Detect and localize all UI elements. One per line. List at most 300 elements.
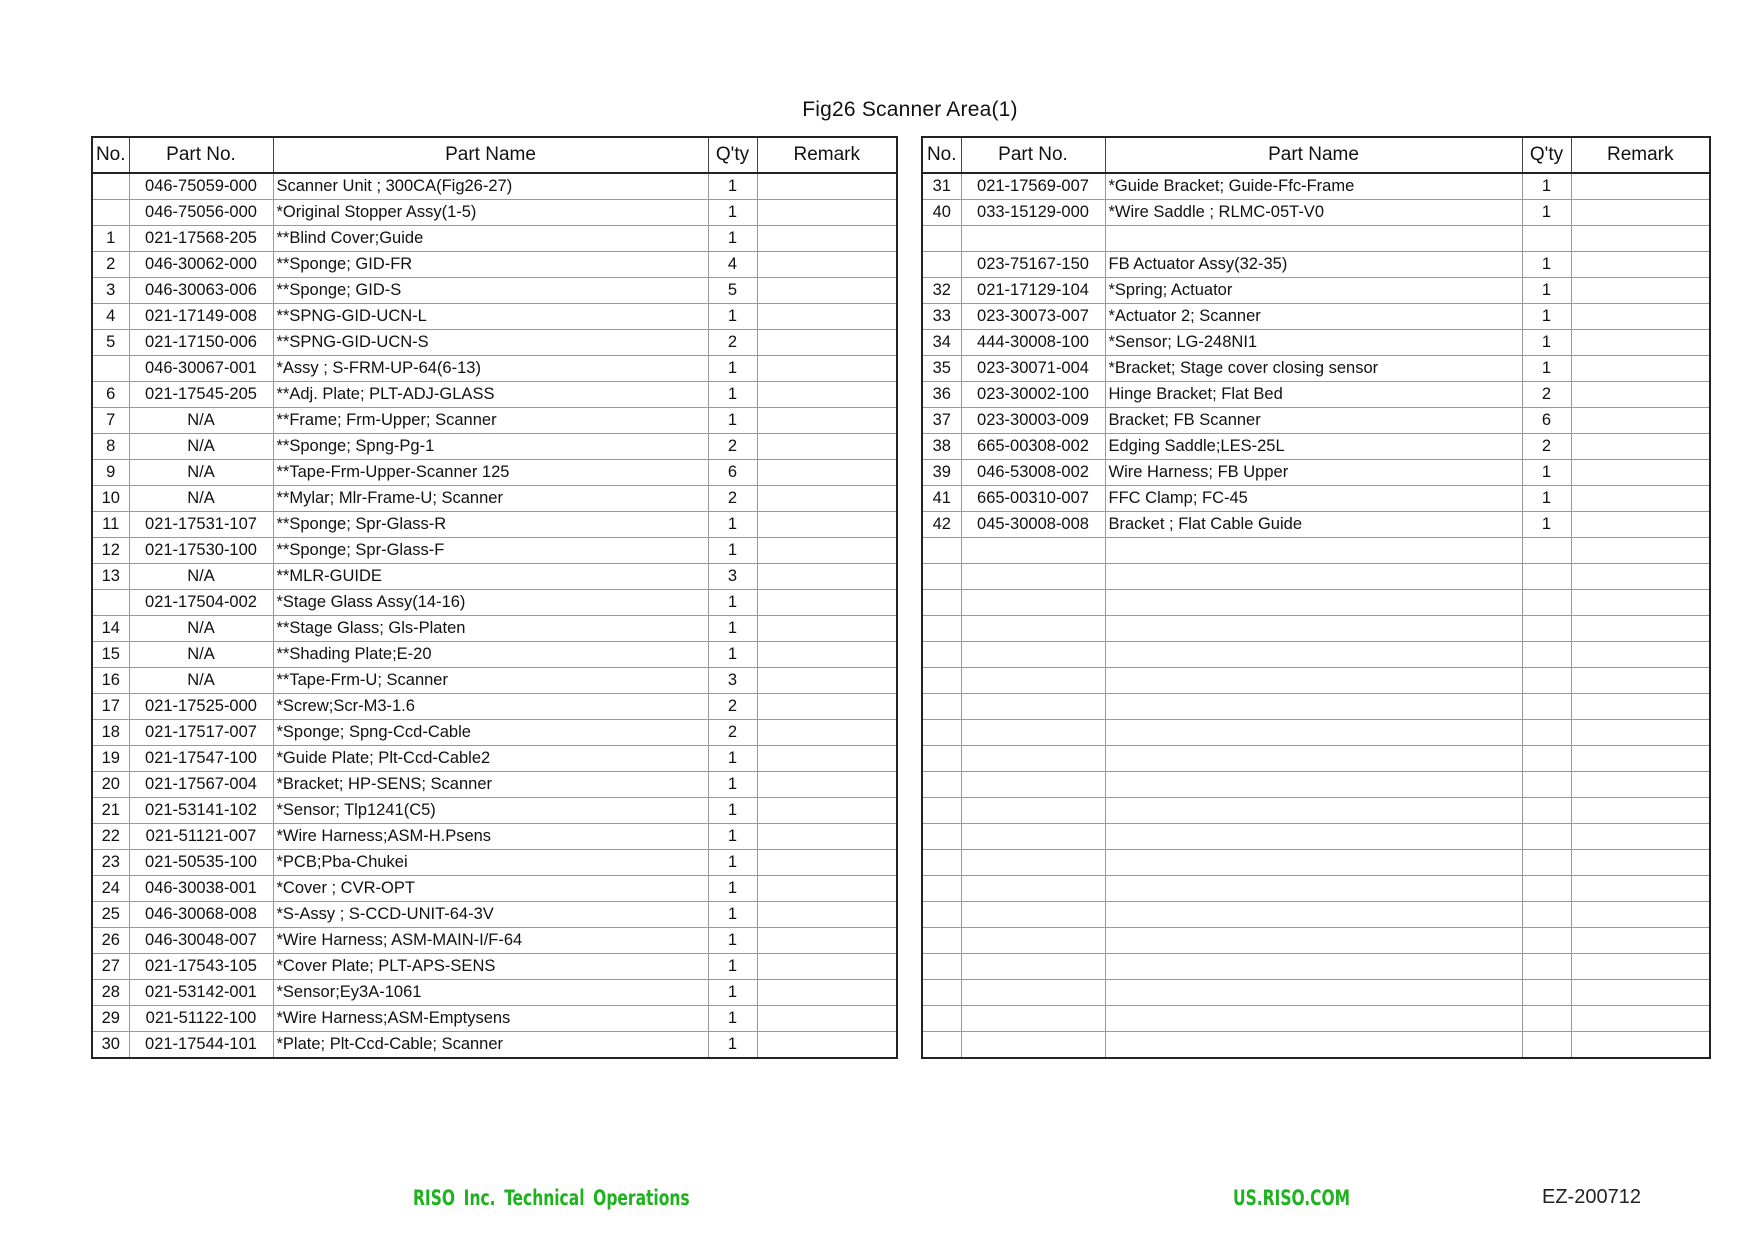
cell-qty: 1: [1522, 460, 1571, 486]
table-row: [922, 408, 1710, 434]
cell-part-name: *Guide Plate; Plt-Ccd-Cable2: [273, 746, 708, 772]
cell-no: [922, 1032, 961, 1059]
cell-no: 5: [92, 330, 129, 356]
table-row: [92, 512, 897, 538]
cell-part-name: *Assy ; S-FRM-UP-64(6-13): [273, 356, 708, 382]
cell-part-no: 021-17543-105: [129, 954, 273, 980]
cell-part-no: N/A: [129, 668, 273, 694]
table-row: [92, 1032, 897, 1059]
cell-part-no: [961, 902, 1105, 928]
cell-no: 42: [922, 512, 961, 538]
table-row: [92, 954, 897, 980]
cell-remark: [757, 382, 897, 408]
cell-remark: [1571, 330, 1710, 356]
cell-qty: 6: [1522, 408, 1571, 434]
cell-part-name: *Stage Glass Assy(14-16): [273, 590, 708, 616]
cell-part-name: **Tape-Frm-Upper-Scanner 125: [273, 460, 708, 486]
cell-qty: 1: [708, 304, 757, 330]
cell-part-no: 021-17531-107: [129, 512, 273, 538]
cell-no: 9: [92, 460, 129, 486]
cell-part-no: 046-53008-002: [961, 460, 1105, 486]
cell-part-no: 665-00310-007: [961, 486, 1105, 512]
table-row: [92, 642, 897, 668]
table-row: [92, 564, 897, 590]
cell-remark: [1571, 590, 1710, 616]
cell-remark: [757, 954, 897, 980]
cell-part-name: Bracket; FB Scanner: [1105, 408, 1522, 434]
cell-no: 31: [922, 173, 961, 200]
cell-part-name: FFC Clamp; FC-45: [1105, 486, 1522, 512]
cell-remark: [1571, 720, 1710, 746]
cell-part-no: 023-30002-100: [961, 382, 1105, 408]
cell-remark: [757, 200, 897, 226]
cell-part-no: 021-17568-205: [129, 226, 273, 252]
cell-part-name: *Sensor;Ey3A-1061: [273, 980, 708, 1006]
cell-part-name: [1105, 590, 1522, 616]
cell-qty: 4: [708, 252, 757, 278]
cell-part-no: 046-30048-007: [129, 928, 273, 954]
cell-part-name: *Cover Plate; PLT-APS-SENS: [273, 954, 708, 980]
cell-remark: [757, 356, 897, 382]
cell-no: [922, 1006, 961, 1032]
cell-part-name: [1105, 642, 1522, 668]
cell-part-no: N/A: [129, 460, 273, 486]
cell-part-name: [1105, 616, 1522, 642]
cell-no: [922, 642, 961, 668]
cell-part-name: [1105, 798, 1522, 824]
cell-qty: 1: [708, 408, 757, 434]
cell-part-no: [961, 720, 1105, 746]
table-row: [922, 928, 1710, 954]
cell-part-name: [1105, 876, 1522, 902]
header-part-no: Part No.: [961, 137, 1105, 173]
table-row: [922, 720, 1710, 746]
cell-part-no: 046-30062-000: [129, 252, 273, 278]
table-row: [92, 226, 897, 252]
cell-remark: [1571, 772, 1710, 798]
cell-part-no: 046-75059-000: [129, 173, 273, 200]
table-row: [922, 642, 1710, 668]
cell-qty: [1522, 902, 1571, 928]
cell-part-no: [961, 980, 1105, 1006]
cell-remark: [757, 642, 897, 668]
cell-part-no: 023-30003-009: [961, 408, 1105, 434]
cell-part-name: [1105, 226, 1522, 252]
table-row: [922, 980, 1710, 1006]
cell-part-name: [1105, 850, 1522, 876]
table-row: [922, 356, 1710, 382]
table-row: [922, 330, 1710, 356]
cell-no: 39: [922, 460, 961, 486]
cell-part-no: 023-30073-007: [961, 304, 1105, 330]
footer-document-code: EZ-200712: [1542, 1186, 1641, 1208]
cell-part-name: [1105, 668, 1522, 694]
cell-no: 7: [92, 408, 129, 434]
cell-qty: 2: [708, 434, 757, 460]
table-row: [922, 538, 1710, 564]
cell-part-no: 021-17547-100: [129, 746, 273, 772]
table-row: [922, 226, 1710, 252]
cell-part-no: 033-15129-000: [961, 200, 1105, 226]
cell-part-name: [1105, 824, 1522, 850]
cell-qty: 2: [708, 330, 757, 356]
cell-qty: [1522, 590, 1571, 616]
cell-qty: [1522, 616, 1571, 642]
cell-no: [922, 226, 961, 252]
cell-no: 25: [92, 902, 129, 928]
cell-no: 41: [922, 486, 961, 512]
cell-part-name: **Sponge; GID-FR: [273, 252, 708, 278]
cell-qty: 1: [708, 824, 757, 850]
table-row: [922, 772, 1710, 798]
table-row: [92, 252, 897, 278]
cell-qty: 3: [708, 564, 757, 590]
cell-part-no: [961, 772, 1105, 798]
table-row: [922, 694, 1710, 720]
cell-remark: [757, 798, 897, 824]
cell-qty: 1: [708, 928, 757, 954]
cell-part-name: **Frame; Frm-Upper; Scanner: [273, 408, 708, 434]
cell-part-no: [961, 538, 1105, 564]
cell-part-no: 045-30008-008: [961, 512, 1105, 538]
cell-remark: [1571, 928, 1710, 954]
cell-qty: [1522, 668, 1571, 694]
header-no: No.: [922, 137, 961, 173]
cell-remark: [757, 902, 897, 928]
cell-part-name: Edging Saddle;LES-25L: [1105, 434, 1522, 460]
table-row: [92, 720, 897, 746]
cell-remark: [1571, 876, 1710, 902]
cell-part-name: *Sensor; LG-248NI1: [1105, 330, 1522, 356]
cell-no: [922, 564, 961, 590]
table-row: [92, 356, 897, 382]
cell-remark: [1571, 434, 1710, 460]
cell-no: [922, 876, 961, 902]
cell-remark: [1571, 173, 1710, 200]
cell-no: 30: [92, 1032, 129, 1059]
cell-remark: [1571, 616, 1710, 642]
cell-part-name: Scanner Unit ; 300CA(Fig26-27): [273, 173, 708, 200]
cell-part-no: 021-17544-101: [129, 1032, 273, 1059]
parts-table-right-body: [922, 173, 1710, 1058]
cell-no: [922, 928, 961, 954]
cell-no: 11: [92, 512, 129, 538]
cell-qty: 1: [1522, 200, 1571, 226]
cell-remark: [1571, 902, 1710, 928]
cell-remark: [757, 928, 897, 954]
cell-no: [922, 902, 961, 928]
cell-qty: 1: [1522, 512, 1571, 538]
cell-part-no: 046-75056-000: [129, 200, 273, 226]
cell-part-no: N/A: [129, 642, 273, 668]
cell-no: 26: [92, 928, 129, 954]
cell-remark: [1571, 746, 1710, 772]
cell-no: [922, 954, 961, 980]
cell-part-name: [1105, 746, 1522, 772]
cell-no: [922, 850, 961, 876]
cell-part-name: [1105, 564, 1522, 590]
cell-part-name: **Mylar; Mlr-Frame-U; Scanner: [273, 486, 708, 512]
cell-part-name: **Stage Glass; Gls-Platen: [273, 616, 708, 642]
cell-no: [922, 798, 961, 824]
cell-part-name: [1105, 1006, 1522, 1032]
cell-part-name: FB Actuator Assy(32-35): [1105, 252, 1522, 278]
cell-no: [922, 746, 961, 772]
cell-qty: [1522, 772, 1571, 798]
cell-remark: [757, 408, 897, 434]
cell-no: [92, 200, 129, 226]
cell-remark: [1571, 356, 1710, 382]
cell-part-name: **MLR-GUIDE: [273, 564, 708, 590]
cell-part-no: [961, 642, 1105, 668]
cell-no: 17: [92, 694, 129, 720]
cell-qty: 1: [708, 538, 757, 564]
cell-qty: 1: [708, 382, 757, 408]
cell-qty: [1522, 1032, 1571, 1059]
cell-part-no: [961, 590, 1105, 616]
cell-qty: 1: [1522, 356, 1571, 382]
table-row: [92, 798, 897, 824]
cell-qty: 1: [708, 798, 757, 824]
cell-remark: [757, 1032, 897, 1059]
cell-qty: [1522, 1006, 1571, 1032]
cell-qty: 1: [1522, 173, 1571, 200]
footer-company: RISO Inc. Technical Operations: [413, 1186, 690, 1210]
cell-remark: [757, 252, 897, 278]
cell-part-no: [961, 1006, 1105, 1032]
cell-remark: [1571, 564, 1710, 590]
cell-part-no: 021-17525-000: [129, 694, 273, 720]
table-row: [922, 668, 1710, 694]
cell-qty: 1: [1522, 330, 1571, 356]
cell-part-name: [1105, 720, 1522, 746]
table-row: [922, 486, 1710, 512]
cell-part-name: **Sponge; Spr-Glass-F: [273, 538, 708, 564]
cell-part-no: [961, 928, 1105, 954]
cell-part-no: 021-17149-008: [129, 304, 273, 330]
cell-no: [92, 590, 129, 616]
cell-remark: [757, 173, 897, 200]
cell-part-name: *Cover ; CVR-OPT: [273, 876, 708, 902]
cell-qty: [1522, 746, 1571, 772]
cell-remark: [1571, 538, 1710, 564]
table-row: [92, 408, 897, 434]
cell-remark: [1571, 1032, 1710, 1059]
cell-no: 23: [92, 850, 129, 876]
table-header-row: [92, 137, 897, 173]
cell-qty: 1: [708, 876, 757, 902]
cell-qty: 1: [708, 746, 757, 772]
header-qty: Q'ty: [1522, 137, 1571, 173]
header-no: No.: [92, 137, 129, 173]
cell-qty: [1522, 538, 1571, 564]
cell-remark: [757, 876, 897, 902]
cell-part-no: [961, 824, 1105, 850]
cell-part-no: [961, 876, 1105, 902]
cell-no: 20: [92, 772, 129, 798]
cell-remark: [757, 668, 897, 694]
cell-part-no: 665-00308-002: [961, 434, 1105, 460]
cell-remark: [757, 564, 897, 590]
cell-remark: [757, 512, 897, 538]
cell-no: [922, 980, 961, 1006]
cell-qty: [1522, 876, 1571, 902]
table-row: [922, 850, 1710, 876]
cell-qty: 1: [708, 954, 757, 980]
cell-remark: [757, 720, 897, 746]
cell-qty: 2: [708, 486, 757, 512]
cell-qty: 5: [708, 278, 757, 304]
cell-remark: [1571, 460, 1710, 486]
cell-part-no: 023-30071-004: [961, 356, 1105, 382]
cell-part-no: N/A: [129, 486, 273, 512]
header-part-name: Part Name: [273, 137, 708, 173]
cell-part-name: *Spring; Actuator: [1105, 278, 1522, 304]
table-row: [92, 876, 897, 902]
cell-part-name: **Shading Plate;E-20: [273, 642, 708, 668]
cell-remark: [1571, 252, 1710, 278]
cell-no: 3: [92, 278, 129, 304]
table-row: [92, 330, 897, 356]
cell-part-name: Hinge Bracket; Flat Bed: [1105, 382, 1522, 408]
cell-part-no: 021-17530-100: [129, 538, 273, 564]
table-row: [92, 200, 897, 226]
cell-remark: [757, 590, 897, 616]
cell-part-no: 046-30068-008: [129, 902, 273, 928]
cell-part-name: [1105, 954, 1522, 980]
table-row: [92, 902, 897, 928]
cell-part-no: 021-17129-104: [961, 278, 1105, 304]
cell-qty: [1522, 850, 1571, 876]
cell-remark: [757, 616, 897, 642]
cell-qty: 2: [1522, 434, 1571, 460]
table-row: [922, 304, 1710, 330]
cell-qty: [1522, 720, 1571, 746]
cell-part-no: 046-30038-001: [129, 876, 273, 902]
cell-qty: 1: [708, 590, 757, 616]
cell-qty: 1: [708, 226, 757, 252]
cell-qty: 1: [1522, 304, 1571, 330]
cell-qty: 3: [708, 668, 757, 694]
cell-part-name: *Actuator 2; Scanner: [1105, 304, 1522, 330]
cell-part-no: N/A: [129, 434, 273, 460]
cell-part-name: *Wire Harness;ASM-Emptysens: [273, 1006, 708, 1032]
table-row: [92, 772, 897, 798]
cell-qty: [1522, 954, 1571, 980]
cell-no: [922, 824, 961, 850]
table-row: [92, 173, 897, 200]
table-row: [922, 616, 1710, 642]
cell-remark: [1571, 226, 1710, 252]
cell-no: [922, 772, 961, 798]
cell-remark: [757, 694, 897, 720]
table-row: [92, 616, 897, 642]
cell-qty: [1522, 694, 1571, 720]
cell-qty: 1: [708, 980, 757, 1006]
cell-no: 40: [922, 200, 961, 226]
cell-part-no: N/A: [129, 408, 273, 434]
cell-part-name: **Tape-Frm-U; Scanner: [273, 668, 708, 694]
table-row: [922, 434, 1710, 460]
cell-part-no: [961, 564, 1105, 590]
cell-qty: [1522, 798, 1571, 824]
cell-no: [922, 616, 961, 642]
cell-no: 8: [92, 434, 129, 460]
cell-qty: 2: [1522, 382, 1571, 408]
cell-no: [92, 356, 129, 382]
cell-remark: [757, 226, 897, 252]
cell-part-name: *Bracket; Stage cover closing sensor: [1105, 356, 1522, 382]
cell-qty: 1: [1522, 278, 1571, 304]
cell-part-name: [1105, 980, 1522, 1006]
cell-part-name: **SPNG-GID-UCN-S: [273, 330, 708, 356]
cell-no: 32: [922, 278, 961, 304]
cell-remark: [757, 538, 897, 564]
table-row: [922, 590, 1710, 616]
table-row: [922, 876, 1710, 902]
cell-part-no: 021-17150-006: [129, 330, 273, 356]
cell-no: 1: [92, 226, 129, 252]
cell-part-name: [1105, 694, 1522, 720]
cell-remark: [757, 980, 897, 1006]
cell-qty: 1: [708, 512, 757, 538]
cell-no: 34: [922, 330, 961, 356]
cell-part-no: [961, 746, 1105, 772]
table-row: [92, 1006, 897, 1032]
cell-part-name: *Sensor; Tlp1241(C5): [273, 798, 708, 824]
table-row: [92, 486, 897, 512]
table-row: [922, 1006, 1710, 1032]
header-part-no: Part No.: [129, 137, 273, 173]
table-row: [92, 694, 897, 720]
table-row: [92, 434, 897, 460]
cell-part-no: [961, 1032, 1105, 1059]
cell-remark: [1571, 798, 1710, 824]
cell-no: 14: [92, 616, 129, 642]
cell-part-name: Wire Harness; FB Upper: [1105, 460, 1522, 486]
table-row: [92, 278, 897, 304]
cell-part-name: [1105, 1032, 1522, 1059]
cell-no: 18: [92, 720, 129, 746]
cell-remark: [1571, 408, 1710, 434]
cell-part-no: 021-50535-100: [129, 850, 273, 876]
cell-remark: [757, 746, 897, 772]
cell-remark: [757, 1006, 897, 1032]
cell-no: 16: [92, 668, 129, 694]
cell-remark: [1571, 200, 1710, 226]
table-row: [922, 746, 1710, 772]
cell-part-name: *Plate; Plt-Ccd-Cable; Scanner: [273, 1032, 708, 1059]
cell-remark: [1571, 954, 1710, 980]
cell-part-name: *Screw;Scr-M3-1.6: [273, 694, 708, 720]
cell-part-name: *Bracket; HP-SENS; Scanner: [273, 772, 708, 798]
cell-no: 28: [92, 980, 129, 1006]
cell-no: 15: [92, 642, 129, 668]
cell-no: 24: [92, 876, 129, 902]
cell-no: [922, 720, 961, 746]
table-row: [92, 824, 897, 850]
cell-part-name: **Blind Cover;Guide: [273, 226, 708, 252]
table-row: [92, 304, 897, 330]
table-row: [922, 200, 1710, 226]
cell-qty: [1522, 642, 1571, 668]
cell-qty: 1: [708, 173, 757, 200]
cell-no: 21: [92, 798, 129, 824]
cell-no: [922, 252, 961, 278]
cell-qty: 1: [708, 902, 757, 928]
cell-part-name: **SPNG-GID-UCN-L: [273, 304, 708, 330]
header-remark: Remark: [757, 137, 897, 173]
